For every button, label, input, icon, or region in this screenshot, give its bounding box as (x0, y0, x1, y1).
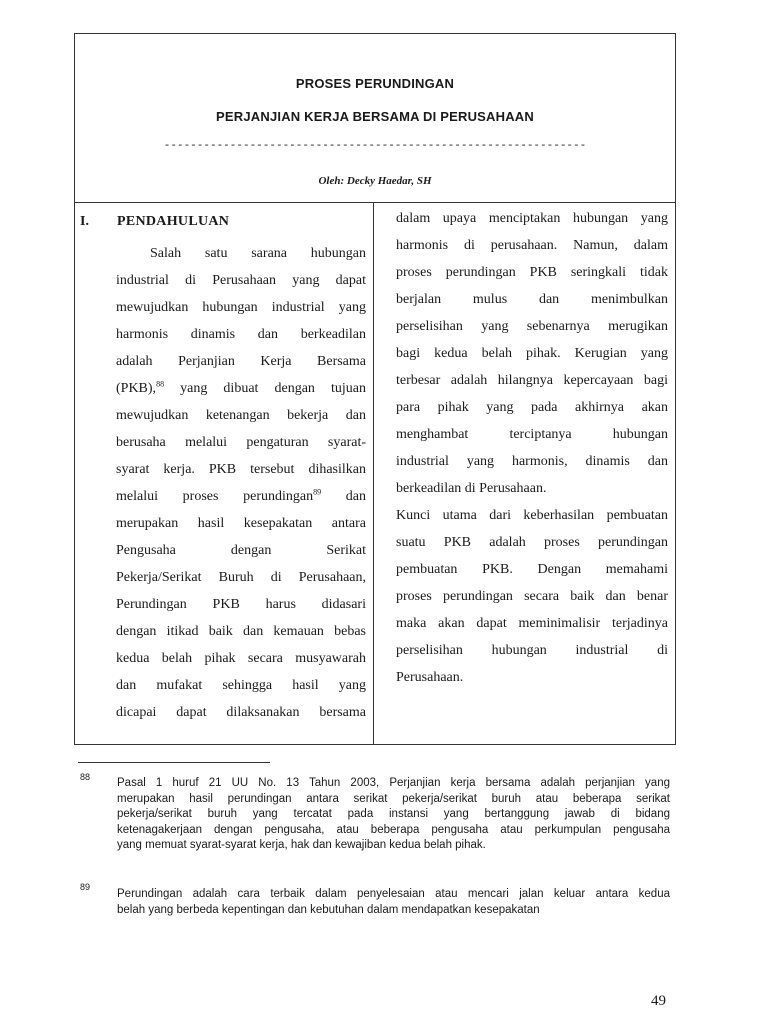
footnote-line: merupakan hasil perundingan antara serikat pekerja/serikat buruh atau beberapa serikat (117, 792, 670, 805)
paragraph-line-with-footnote (116, 483, 366, 510)
paragraph-line: dengan itikad baik dan kemauan bebas (116, 624, 366, 639)
paragraph-line: perselisihan yang sebenarnya merugikan (396, 319, 668, 334)
footnote-ref-89[interactable]: 89 (313, 487, 322, 497)
paragraph-line: mewujudkan ketenangan bekerja dan (116, 408, 366, 423)
paragraph-line: proses perundingan PKB seringkali tidak (396, 265, 668, 280)
paragraph-line: dan mufakat sehingga hasil yang (116, 678, 366, 693)
author-line: Oleh: Decky Haedar, SH (318, 175, 432, 187)
paragraph-line: Pengusaha dengan Serikat (116, 543, 366, 558)
text-fragment: (PKB), (116, 381, 157, 396)
text-fragment: dan (345, 489, 366, 504)
paragraph-line: syarat kerja. PKB tersebut dihasilkan (116, 462, 366, 477)
paragraph-line: industrial di Perusahaan yang dapat (116, 273, 366, 288)
paragraph-line: maka akan dapat meminimalisir terjadinya (396, 616, 668, 631)
footnote-separator (78, 762, 270, 763)
paragraph-line: harmonis dinamis dan berkeadilan (116, 327, 366, 342)
paragraph-line: para pihak yang pada akhirnya akan (396, 400, 668, 415)
footnote-line: ketenagakerjaan dengan pengusaha, atau beberapa pengusaha atau perkumpulan pengusaha (117, 823, 670, 836)
text-fragment: melalui proses perundingan (116, 489, 314, 504)
document-subtitle: PERJANJIAN KERJA BERSAMA DI PERUSAHAAN (216, 109, 534, 124)
paragraph-line: Pekerja/Serikat Buruh di Perusahaan, (116, 570, 366, 585)
paragraph-line-with-footnote (116, 375, 366, 402)
footnote-88-text (117, 776, 670, 854)
text-fragment: yang dibuat dengan tujuan (180, 381, 366, 396)
paragraph-line: dalam upaya menciptakan hubungan yang (396, 211, 668, 226)
paragraph-line: menghambat terciptanya hubungan (396, 427, 668, 442)
header-divider (74, 202, 676, 203)
paragraph-line: merupakan hasil kesepakatan antara (116, 516, 366, 531)
paragraph-line: berkeadilan di Perusahaan. (396, 481, 547, 496)
document-title: PROSES PERUNDINGAN (295, 76, 455, 91)
paragraph-line: industrial yang harmonis, dinamis dan (396, 454, 668, 469)
paragraph-line: terbesar adalah hilangnya kepercayaan bagi (396, 373, 668, 388)
paragraph-line: dicapai dapat dilaksanakan bersama (116, 705, 366, 720)
paragraph-line: berjalan mulus dan menimbulkan (396, 292, 668, 307)
paragraph-line: perselisihan hubungan industrial di (396, 643, 668, 658)
footnote-line: Pasal 1 huruf 21 UU No. 13 Tahun 2003, Perjanjian kerja bersama adalah perjanjian yang (117, 777, 670, 789)
footnote-number: 88 (80, 772, 91, 782)
paragraph-line: proses perundingan secara baik dan benar (396, 589, 668, 604)
paragraph-line: kedua belah pihak secara musyawarah (116, 651, 366, 666)
footnote-line: belah yang berbeda kepentingan dan kebutuhan dalam mendapatkan kesepakatan (117, 903, 540, 916)
column-divider (373, 202, 374, 745)
section-number: I. (80, 214, 89, 229)
footnote-line: yang memuat syarat-syarat kerja, hak dan kewajiban kedua belah pihak. (117, 839, 486, 851)
paragraph-line: Perundingan PKB harus didasari (116, 597, 366, 612)
footnote-line: pekerja/serikat buruh yang tercatat pada instansi yang bertanggung jawab di bidang (117, 808, 670, 820)
paragraph-line: Salah satu sarana hubungan (150, 246, 366, 261)
footnote-89-text (117, 887, 670, 918)
footnote-ref-88[interactable]: 88 (156, 379, 165, 389)
paragraph-line: bagi kedua belah pihak. Kerugian yang (396, 346, 668, 361)
left-column-text (116, 240, 366, 726)
section-title: PENDAHULUAN (117, 214, 230, 229)
footnote-line: Perundingan adalah cara terbaik dalam penyelesaian atau mencari jalan keluar antara kedua (117, 888, 670, 900)
paragraph-line: Perusahaan. (396, 670, 464, 685)
page-number: 49 (651, 993, 666, 1009)
paragraph-line: mewujudkan hubungan industrial yang (116, 300, 366, 315)
paragraph-line: harmonis di perusahaan. Namun, dalam (396, 238, 668, 253)
paragraph-line: adalah Perjanjian Kerja Bersama (116, 354, 366, 369)
paragraph-line: Kunci utama dari keberhasilan pembuatan (396, 508, 668, 523)
footnote-number: 89 (80, 882, 91, 892)
dashed-rule: ---------------------------------------------------------------- (163, 140, 587, 152)
paragraph-line: suatu PKB adalah proses perundingan (396, 535, 668, 550)
right-column-text (396, 205, 668, 691)
paragraph-line: berusaha melalui pengaturan syarat- (116, 435, 366, 450)
paragraph-line: pembuatan PKB. Dengan memahami (396, 562, 668, 577)
